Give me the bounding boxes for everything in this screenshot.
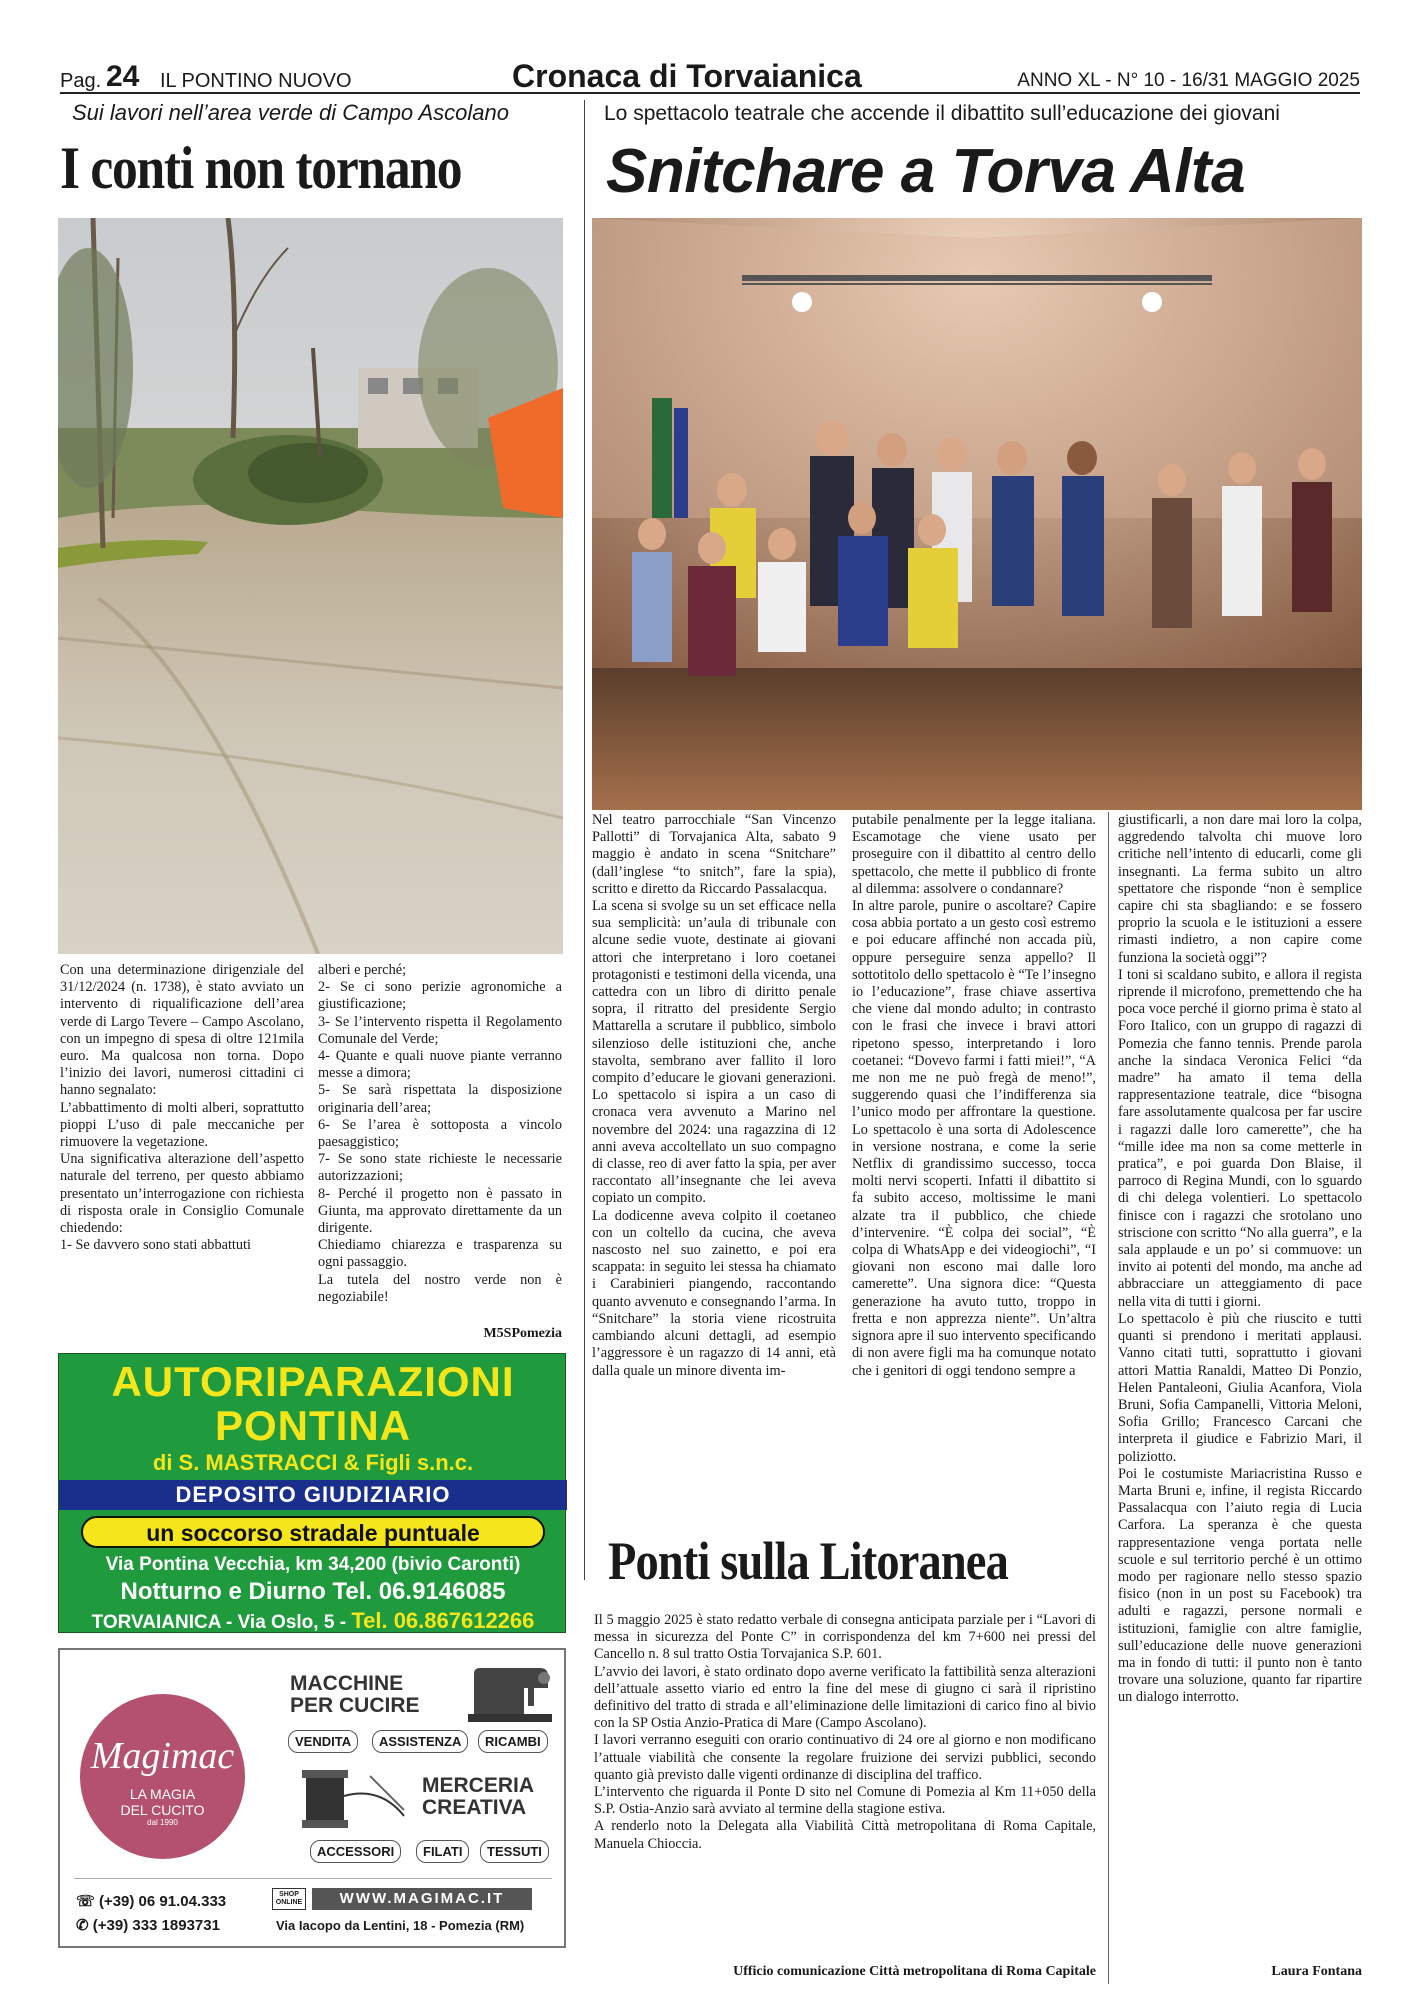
- article1-list-item: La tutela del nostro verde non è negoziabile!: [318, 1271, 562, 1305]
- article2-signature: Laura Fontana: [1271, 1964, 1362, 1979]
- article1-kicker: Sui lavori nell’area verde di Campo Ascolano: [72, 100, 509, 125]
- thread-spool-icon: [300, 1766, 410, 1832]
- magimac-phone2: (+39) 333 1893731: [92, 1917, 220, 1934]
- article2-kicker: Lo spettacolo teatrale che accende il dibattito sull’educazione dei giovani: [604, 102, 1280, 125]
- article1-para: Una significativa alterazione dell’aspetto naturale del terreno, per questo abbiamo presentato un’interrogazione con richiesta di risposta orale in Consiglio Comunale chiedendo:: [60, 1151, 304, 1237]
- ad-auto-owners: di S. MASTRACCI & Figli s.n.c.: [152, 1450, 474, 1475]
- article3-para: L’avvio dei lavori, è stato ordinato dopo averne verificato la fattibilità senza alterazioni dell’attuale assetto viario ed entro la fine del mese di giugno ci sarà il ripristino definitivo del tratto di strada e all’eliminazione delle limitazioni di carico fino al bivio con la SP Ostia Anzio-Pratica di Mare (Campo Ascolano).: [594, 1663, 1096, 1732]
- page-label: Pag.: [60, 70, 102, 92]
- article1-list-item: 2- Se ci sono perizie agronomiche a giustificazione;: [318, 979, 562, 1013]
- article1-list-item: 7- Se sono state richieste le necessarie autorizzazioni;: [318, 1151, 562, 1185]
- magimac-shop-online: SHOP ONLINE: [272, 1888, 306, 1910]
- magimac-website: WWW.MAGIMAC.IT: [312, 1888, 532, 1910]
- whatsapp-icon: ✆: [76, 1917, 89, 1934]
- magimac-logo-circle: [80, 1694, 245, 1859]
- article1-para: Con una determinazione dirigenziale del 31/12/2024 (n. 1738), è stato avviato un intervento di riqualificazione dell’area verde di Largo Tevere – Campo Ascolano, con un impegno di spesa di oltre 121mila euro. Ma qualcosa non torna. Dopo l’inizio dei lavori, numerosi cittadini ci hanno segnalato:: [60, 962, 304, 1099]
- article3-signature: Ufficio comunicazione Città metropolitana di Roma Capitale: [733, 1964, 1096, 1979]
- magimac-logo: Magimac: [90, 1735, 235, 1777]
- magimac-group1-title1: MACCHINE: [290, 1672, 404, 1695]
- article3-body: [594, 1612, 1096, 1853]
- ad-auto-slogan: un soccorso stradale puntuale: [81, 1516, 545, 1548]
- magimac-phone1: (+39) 06 91.04.333: [98, 1893, 227, 1910]
- article2-para: I toni si scaldano subito, e allora il regista riprende il microfono, premettendo che ha poca voce perché il giorno prima è stato al Foro Italico, con un gruppo di ragazzi di Pomezia che fanno tennis. Prende parola anche la sindaca Veronica Felici “da madre” ha amato il tema della rappresentazione teatrale, dice “bisogna fare assolutamente qualcosa per far uscire i ragazzi dalle loro camerette”, che ha “mille idee ma non sa come metterle in pratica”, e poi guarda Don Blaise, il parroco di Regina Mundi, con lo sguardo di chi delega volentieri. Lo spettacolo finisce con i ragazzi che srotolano uno striscione con scritto “No alla guerra”, e la sala applaude e un po’ si commuove: un invito ai potenti del mondo, ma anche ad abbracciare un atteggiamento di pace nella vita di tutti i giorni.: [1118, 966, 1362, 1310]
- article1-para: 1- Se davvero sono stati abbattuti: [60, 1237, 251, 1254]
- article2-headline: Snitchare a Torva Alta: [606, 137, 1246, 206]
- article3-para: I lavori verranno eseguiti con orario continuativo di 24 ore al giorno e non modificano l’attuale viabilità che consente la regolare fruizione dei servizi pubblici, secondo quanto già previsto dalle vigenti ordinanze di disciplina del traffico.: [594, 1732, 1096, 1783]
- article1-list-item: 3- Se l’intervento rispetta il Regolamento Comunale del Verde;: [318, 1013, 562, 1047]
- magimac-tag: ACCESSORI: [310, 1840, 401, 1863]
- article3-headline: Ponti sulla Litoranea: [608, 1531, 1008, 1591]
- park-photo: [58, 218, 563, 954]
- article1-signature: M5SPomezia: [483, 1326, 562, 1341]
- issue-info: ANNO XL - N° 10 - 16/31 MAGGIO 2025: [1017, 70, 1360, 91]
- ad-autoriparazioni: [58, 1353, 566, 1633]
- magimac-phone2-row: [76, 1916, 220, 1934]
- magimac-phone1-row: [76, 1892, 226, 1910]
- article1-list-item: alberi e perché;: [318, 962, 407, 978]
- magimac-tagline2: DEL CUCITO: [120, 1802, 205, 1818]
- sewing-machine-icon: [464, 1664, 556, 1726]
- article1-col2: [318, 962, 562, 1306]
- article2-para: giustificarli, a non dare mai loro la colpa, aggredendo talvolta chi muove loro critiche nell’intento di educarli, come gli insegnanti. La ferma subito un altro spettatore che risponde “non è semplice capire chi sta sbagliando: e se fossero proprio la scuola e le istituzioni a essere rimasti indietro, a non capire come funziona la società oggi”?: [1118, 812, 1362, 966]
- article1-list-item: 5- Se sarà rispettata la disposizione originaria dell’area;: [318, 1082, 562, 1116]
- article3-para: Il 5 maggio 2025 è stato redatto verbale di consegna anticipata parziale per i “Lavori di messa in sicurezza del Ponte C” in corrispondenza del km 7+600 nei pressi del Cancello n. 8 sul tratto Ostia Torvajanica S.P. 601.: [594, 1612, 1096, 1663]
- article2-para: Lo spettacolo è più che riuscito e tutti quanti si prendono i meritati applausi. Vanno citati tutti, soprattutto i giovani attori Mattia Ranaldi, Matteo Di Ponzio, Helen Pantaleoni, Giulia Acanfora, Viola Bruni, Sofia Campanelli, Vittoria Meloni, Sofia Grillo; Francesco Carcani che interpreta il giudice e Fabrizio Mari, il poliziotto.: [1118, 1310, 1362, 1465]
- article2-para: In altre parole, punire o ascoltare? Capire cosa abbia portato a un gesto così estremo e poi educare affinché non accada più, oppure perseguire senza appello? Il sottotitolo dello spettacolo è “Te l’insegno io l’educazione”, frase chiave assertiva che viene dal mondo adulto; in contrasto con le frasi che invece i bravi attori ripetono spesso, interpretando i loro coetanei: “Dovevo farmi i fatti miei!”, “A me non me ne può fregà de meno!”, suggerendo quasi che l’indifferenza sia l’unico modo per affrontare la questione. Lo spettacolo è una sorta di Adolescence in versione nostrana, e come la serie Netflix di grandissimo successo, tocca molti nervi scoperti. Infatti il dibattito si fa subito acceso, moltissime le mani alzate tra il pubblico, che chiede d’intervenire. “È colpa dei social”, “È colpa di WhatsApp e dei videogiochi”, “I giovani non escono mai dalle loro camerette”. Una signora dice: “Questa generazione ha avuto tutto, troppo in fretta e non apprezza niente”. Un’altra signora apre il suo intervento specificando di non avere figli ma ha comunque notato che i genitori di oggi tendono sempre a: [852, 898, 1096, 1379]
- paper-name: IL PONTINO NUOVO: [160, 70, 352, 92]
- article2-col1: [592, 812, 836, 1380]
- ad-auto-branch: TORVAIANICA - Via Oslo, 5 -: [91, 1612, 352, 1633]
- magimac-group2-title1: MERCERIA: [422, 1774, 535, 1797]
- ad-auto-branch-line: [59, 1608, 567, 1634]
- ad-auto-address: Via Pontina Vecchia, km 34,200 (bivio Caronti): [105, 1554, 521, 1575]
- article2-para: La dodicenne aveva colpito il coetaneo con un coltello da cucina, che aveva nascosto nel suo zainetto, e poi era scappata: in seguito lei stessa ha chiamato i Carabinieri piangendo, raccontando quanto avvenuto e consegnando l’arma. In “Snitchare” la storia viene ricostruita cambiando alcuni dettagli, ad esempio l’aggressore è un ragazzo di 14 anni, età dalla quale un minore diventa im-: [592, 1207, 836, 1379]
- article2-col3: [1118, 812, 1362, 1707]
- ad-auto-name1: AUTORIPARAZIONI: [111, 1358, 515, 1405]
- ad-auto-branch-phone: Tel. 06.867612266: [351, 1608, 535, 1633]
- magimac-tag: RICAMBI: [478, 1730, 548, 1753]
- magimac-contacts-divider: [74, 1878, 552, 1879]
- article3-para: L’intervento che riguarda il Ponte D sito nel Comune di Pomezia al Km 11+050 della S.P. Ostia-Anzio sarà avviato al termine della stagione estiva.: [594, 1784, 1096, 1818]
- ad-auto-name2: PONTINA: [215, 1402, 411, 1449]
- article1-para: L’abbattimento di molti alberi, soprattutto pioppi L’uso di pale meccaniche per rimuovere la vegetazione.: [60, 1099, 304, 1151]
- article2-para: Nel teatro parrocchiale “San Vincenzo Pallotti” di Torvajanica Alta, sabato 9 maggio è andato in scena “Snitchare” (dall’inglese “to snitch”, fare la spia), scritto e diretto da Riccardo Passalacqua.: [592, 812, 836, 897]
- magimac-tagline1: LA MAGIA: [129, 1786, 196, 1802]
- article1-list-item: 8- Perché il progetto non è passato in Giunta, ma approvato direttamente da un dirigente.: [318, 1185, 562, 1237]
- article1-list-item: 4- Quante e quali nuove piante verranno messe a dimora;: [318, 1048, 562, 1082]
- magimac-group2-title2: CREATIVA: [422, 1796, 527, 1819]
- article1-col1: [60, 962, 304, 1254]
- theatre-photo-illustration: [592, 218, 1362, 810]
- ad-auto-hours-phone: Notturno e Diurno Tel. 06.9146085: [120, 1578, 506, 1605]
- article2-col2: [852, 812, 1096, 1380]
- section-title: Cronaca di Torvaianica: [512, 58, 862, 94]
- theatre-photo: [592, 218, 1362, 810]
- article2-col3-divider: [1108, 812, 1109, 1984]
- magimac-tag: VENDITA: [288, 1730, 358, 1753]
- article2-para: putabile penalmente per la legge italiana. Escamotage che viene usato per proseguire con il dibattito al centro dello spettacolo, che mette il pubblico di fronte al dilemma: assolvere o condannare?: [852, 812, 1096, 897]
- article2-para: La scena si svolge su un set efficace nella sua semplicità: un’aula di tribunale con alcune sedie vuote, destinate ai giovani attori che interpretano i loro coetanei protagonisti e testimoni della vicenda, una cattedra con un libro di diritto penale sopra, il ritratto del presidente Sergio Mattarella a scrutare il pubblico, simbolo silenzioso delle istituzioni che, anche stavolta, sembrano aver fallito il loro compito d’educare le giovani generazioni. Lo spettacolo si ispira a un caso di cronaca vera avvenuto a Marino nel novembre del 2024: una ragazzina di 12 anni aveva accoltellato un suo compagno di classe, reo di aver fatto la spia, per aver raccontato all’insegnante che lei aveva copiato un compito.: [592, 898, 836, 1207]
- ad-magimac: [58, 1648, 566, 1948]
- magimac-tag: FILATI: [416, 1840, 469, 1863]
- article1-list-item: Chiediamo chiarezza e trasparenza su ogni passaggio.: [318, 1237, 562, 1271]
- magimac-tag: ASSISTENZA: [372, 1730, 468, 1753]
- phone-icon: ☏: [76, 1893, 95, 1910]
- article1-headline: I conti non tornano: [60, 135, 462, 201]
- magimac-address: Via Iacopo da Lentini, 18 - Pomezia (RM): [276, 1918, 525, 1933]
- column-divider: [584, 100, 585, 1580]
- article2-para: Poi le costumiste Mariacristina Russo e Marta Bruni e, infine, il regista Riccardo Passalacqua con l’aiuto regia di Lucia Carfora. La speranza è che questa rappresentazione venga portata nelle scuole e sul territorio perché è un ottimo modo per ragionare nello stesso spazio fisico (non in un post su Facebook) tra adulti e ragazzi, persone normali e istituzioni, famiglie con altre famiglie, sull’educazione delle nuove generazioni ma in fondo di tutti: il punto non è tanto trovare una soluzione, quanto far ripartire un dialogo interrotto.: [1118, 1465, 1362, 1706]
- magimac-tag: TESSUTI: [480, 1840, 549, 1863]
- page-number: 24: [106, 60, 140, 93]
- park-photo-illustration: [58, 218, 563, 954]
- article1-list-item: 6- Se l’area è sottoposta a vincolo paesaggistico;: [318, 1116, 562, 1151]
- page-header: [60, 58, 1360, 94]
- ad-auto-deposit: DEPOSITO GIUDIZIARIO: [59, 1480, 567, 1510]
- magimac-group1-title2: PER CUCIRE: [290, 1694, 420, 1717]
- magimac-since: dal 1990: [147, 1818, 178, 1827]
- article3-para: A renderlo noto la Delegata alla Viabilità Città metropolitana di Roma Capitale, Manuela Chioccia.: [594, 1818, 1096, 1852]
